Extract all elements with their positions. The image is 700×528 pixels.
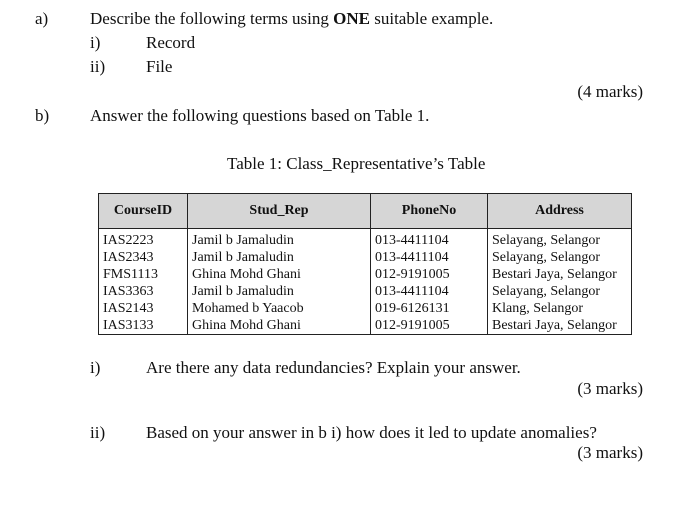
part-a-item-2-text: File: [146, 57, 173, 76]
cell-stud-rep: Mohamed b Yaacob: [188, 300, 371, 317]
table-row: [99, 249, 632, 266]
sub-question-1-text: Are there any data redundancies? Explain your answer.: [146, 358, 521, 377]
part-a-marks: (4 marks): [577, 82, 643, 101]
cell-phoneno: 019-6126131: [371, 300, 488, 317]
part-a-item-2-num: ii): [90, 57, 106, 76]
cell-courseid: IAS2143: [99, 300, 188, 317]
cell-stud-rep: Jamil b Jamaludin: [188, 249, 371, 266]
part-a-question: [90, 9, 493, 29]
cell-courseid: FMS1113: [99, 266, 188, 283]
cell-address: Selayang, Selangor: [488, 232, 632, 249]
cell-stud-rep: Ghina Mohd Ghani: [188, 266, 371, 283]
sub-question-1-marks: (3 marks): [577, 379, 643, 398]
table-row: [99, 283, 632, 300]
cell-courseid: IAS3363: [99, 283, 188, 300]
table-row: [99, 266, 632, 283]
class-representative-table: [98, 193, 632, 335]
sub-question-2-marks: (3 marks): [577, 443, 643, 462]
cell-address: Bestari Jaya, Selangor: [488, 266, 632, 283]
cell-stud-rep: Jamil b Jamaludin: [188, 283, 371, 300]
part-a-question-end: suitable example.: [374, 9, 494, 28]
cell-courseid: IAS2343: [99, 249, 188, 266]
table-caption: Table 1: Class_Representative’s Table: [227, 154, 486, 173]
cell-address: Selayang, Selangor: [488, 283, 632, 300]
table-header-row: [99, 194, 632, 229]
cell-address: Klang, Selangor: [488, 300, 632, 317]
sub-question-2-text: Based on your answer in b i) how does it led to update anomalies?: [146, 423, 597, 442]
cell-stud-rep: Jamil b Jamaludin: [188, 232, 371, 249]
part-a-question-emphasis: ONE: [333, 9, 370, 28]
cell-phoneno: 013-4411104: [371, 249, 488, 266]
table-row: [99, 317, 632, 335]
cell-phoneno: 012-9191005: [371, 317, 488, 335]
cell-phoneno: 013-4411104: [371, 283, 488, 300]
cell-stud-rep: Ghina Mohd Ghani: [188, 317, 371, 335]
part-b-label: b): [35, 106, 50, 125]
part-a-item-1-num: i): [90, 33, 101, 52]
header-courseid: CourseID: [99, 194, 188, 229]
cell-address: Selayang, Selangor: [488, 249, 632, 266]
cell-phoneno: 013-4411104: [371, 232, 488, 249]
sub-question-2-num: ii): [90, 423, 106, 442]
cell-phoneno: 012-9191005: [371, 266, 488, 283]
cell-courseid: IAS3133: [99, 317, 188, 335]
table-row: [99, 232, 632, 249]
cell-address: Bestari Jaya, Selangor: [488, 317, 632, 335]
part-a-item-1-text: Record: [146, 33, 196, 52]
part-b-question: Answer the following questions based on Table 1.: [90, 106, 430, 125]
table-row: [99, 300, 632, 317]
header-address: Address: [488, 194, 632, 229]
header-phoneno: PhoneNo: [371, 194, 488, 229]
sub-question-1-num: i): [90, 358, 101, 377]
part-a-question-start: Describe the following terms using: [90, 9, 329, 28]
header-stud-rep: Stud_Rep: [188, 194, 371, 229]
part-a-label: a): [35, 9, 49, 28]
cell-courseid: IAS2223: [99, 232, 188, 249]
